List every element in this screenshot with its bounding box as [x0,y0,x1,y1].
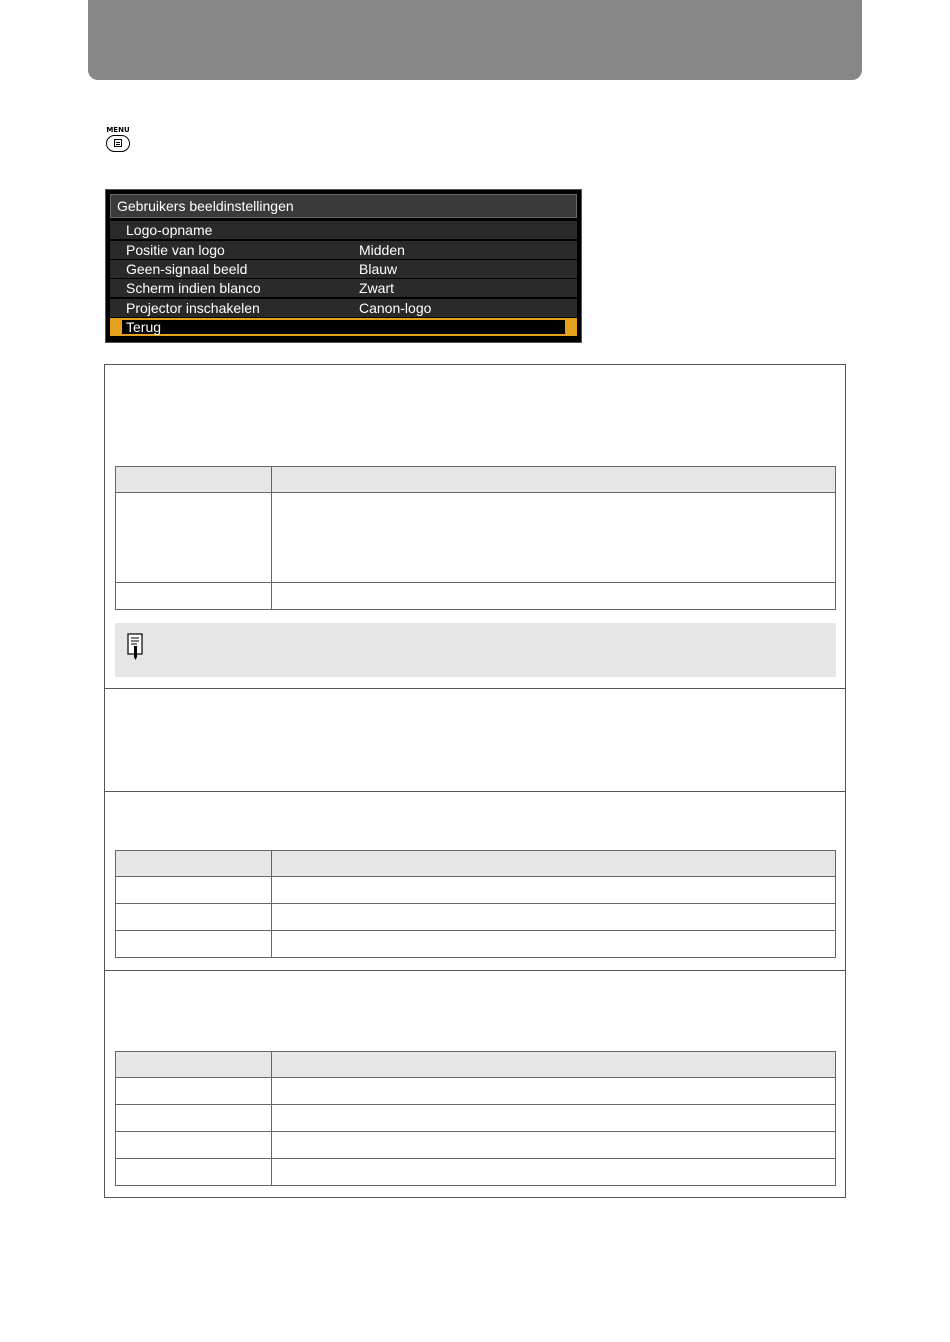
table-cell [272,1159,836,1186]
content-section-1 [104,364,846,689]
table-row [116,1132,836,1159]
table-cell [116,904,272,931]
content-section-3 [104,791,846,971]
list-icon [114,139,122,147]
osd-item-value: Canon-logo [359,300,432,316]
settings-table-2 [115,850,836,958]
content-section-4 [104,970,846,1198]
table-header-cell [272,851,836,877]
menu-button-shape [106,135,130,152]
table-row [116,1159,836,1186]
osd-item-scherm-indien-blanco[interactable] [110,279,577,297]
table-cell [116,583,272,610]
table-header-cell [116,851,272,877]
memo-icon [127,633,143,661]
osd-item-geen-signaal-beeld[interactable] [110,260,577,278]
table-cell [116,1159,272,1186]
osd-item-projector-inschakelen[interactable] [110,299,577,317]
table-cell [272,583,836,610]
table-row [116,493,836,583]
table-row [116,583,836,610]
osd-item-value: Midden [359,242,405,258]
osd-item-value: Blauw [359,261,398,277]
osd-item-label: Projector inschakelen [126,300,260,316]
table-row [116,1078,836,1105]
table-header-cell [116,467,272,493]
table-cell [116,877,272,904]
settings-table-3 [115,1051,836,1186]
table-cell [272,1132,836,1159]
osd-item-label: Scherm indien blanco [126,280,261,296]
table-header-cell [272,1052,836,1078]
table-cell [272,877,836,904]
osd-item-value: Zwart [359,280,394,296]
table-header-row [116,467,836,493]
osd-item-terug[interactable] [110,318,577,336]
osd-item-label: Geen-signaal beeld [126,261,248,277]
table-header-row [116,851,836,877]
chapter-header-bar [88,0,862,80]
table-row [116,877,836,904]
osd-item-label: Logo-opname [126,222,213,238]
note-box [115,623,836,677]
table-cell [272,931,836,958]
table-cell [272,1105,836,1132]
settings-table-1 [115,466,836,610]
table-header-cell [116,1052,272,1078]
content-section-2 [104,688,846,792]
table-row [116,931,836,958]
osd-menu-screenshot [105,189,582,343]
table-cell [116,1078,272,1105]
table-cell [272,1078,836,1105]
osd-item-label: Terug [126,319,162,335]
table-cell [272,493,836,583]
menu-icon-label: MENU [106,126,130,134]
osd-item-positie-van-logo[interactable] [110,241,577,259]
osd-selection-inner [122,320,565,334]
osd-menu-title: Gebruikers beeldinstellingen [110,194,577,218]
table-cell [116,493,272,583]
table-cell [272,904,836,931]
table-row [116,904,836,931]
table-cell [116,931,272,958]
table-header-cell [272,467,836,493]
table-header-row [116,1052,836,1078]
menu-button-icon [104,126,132,156]
table-cell [116,1105,272,1132]
table-cell [116,1132,272,1159]
osd-item-logo-opname[interactable] [110,221,577,239]
osd-item-label: Positie van logo [126,242,225,258]
table-row [116,1105,836,1132]
